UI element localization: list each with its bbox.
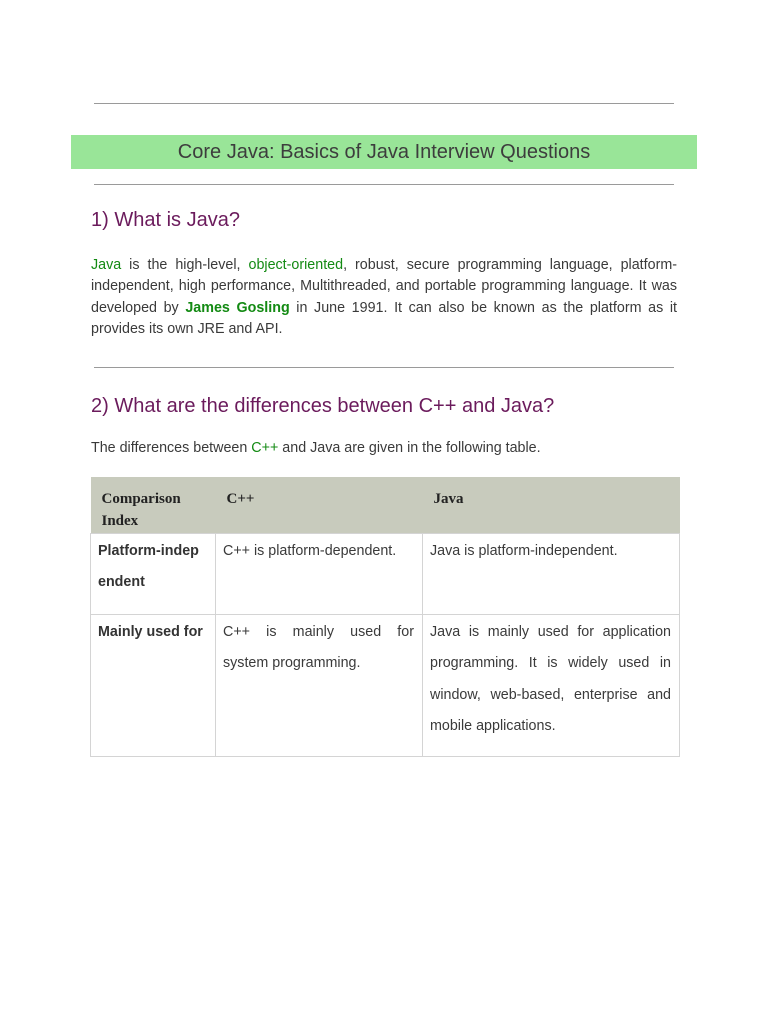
row-label: Mainly used for [91,614,216,756]
java-cell: Java is mainly used for application programming. It is widely used in window, web-based, enterprise and mobile applications. [423,614,680,756]
banner-divider [94,184,674,185]
question-1-divider [94,367,674,368]
cpp-link[interactable]: C++ [251,440,279,456]
java-link[interactable]: Java [91,257,122,273]
table-row [91,614,680,756]
table-row [91,533,680,614]
question-1-answer: Java is the high-level, object-oriented, robust, secure programming language, platform-independent, high performance, Multithreaded, and portable programming language. It was developed by James Gosling in June 1991. It can also be known as the platform as it provides its own JRE and API. [91,257,678,337]
section-banner [71,135,697,169]
question-2-intro: The differences between C++ and Java are given in the following table. [91,440,541,456]
question-2-heading: 2) What are the differences between C++ and Java? [91,395,555,417]
header-comparison-index: Comparison Index [91,477,216,533]
top-divider [94,103,674,104]
table-header-row [91,477,680,533]
header-java: Java [423,477,680,533]
java-cell: Java is platform-independent. [423,533,680,614]
banner-title: Core Java: Basics of Java Interview Questions [177,140,591,163]
object-oriented-link[interactable]: object-oriented [248,257,344,273]
james-gosling-link[interactable]: James Gosling [185,299,290,316]
row-label: Platform-indep endent [91,533,216,614]
cpp-cell: C++ is mainly used for system programming. [216,614,423,756]
question-1-heading: 1) What is Java? [91,209,240,231]
comparison-table [90,477,680,757]
header-cpp: C++ [216,477,423,533]
cpp-cell: C++ is platform-dependent. [216,533,423,614]
